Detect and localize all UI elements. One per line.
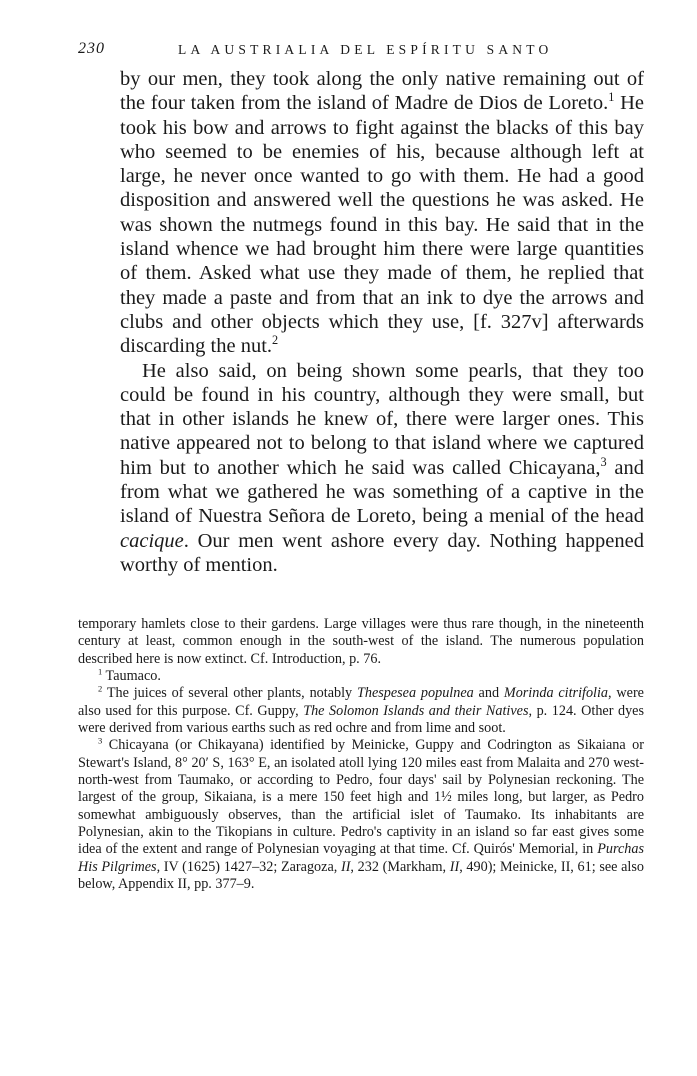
footnote-3-italic-a: Purchas His Pilgrimes — [78, 841, 644, 875]
footnote-3-text-c: , 232 (Markham, — [350, 858, 450, 875]
footnote-1 — [78, 668, 644, 685]
footnote-2-italic-b: Morinda citrifolia — [503, 685, 609, 702]
running-head — [78, 40, 644, 64]
footnote-2-text-c: , were also used for this purpose. Cf. Guppy, — [78, 685, 644, 719]
footnote-2-text-d: , p. 124. Other dyes were derived from various earths such as red ochre and from lime and soot. — [78, 702, 644, 737]
footnote-2-italic-a: Thespesea populnea — [356, 685, 474, 702]
note-marker-2: 2 — [272, 333, 279, 348]
para1-text-b: He took his bow and arrows to fight against the blacks of this bay who seemed to be enemies of his, because although left at large, he never once wanted to go with them. He had a good disposition and answered well the questions he was asked. He was shown the nutmegs found in this bay. He said that in the island whence we had brought him there were large quantities of them. Asked what use they made of them, he replied that they made a paste and from that an ink to dye the arrows and clubs and other objects which they use, [f. 327v] afterwards discarding the nut. — [120, 92, 644, 358]
footnote-3-italic-b: II — [340, 858, 351, 875]
para2-italic-cacique: cacique — [120, 529, 184, 552]
para1-text-a: by our men, they took along the only native remaining out of the four taken from the island of Madre de Dios de Loreto. — [120, 68, 644, 115]
footnotes — [78, 616, 644, 894]
footnote-3-text-b: , IV (1625) 1427–32; Zaragoza, — [156, 858, 341, 875]
main-text — [120, 67, 644, 577]
para2-text-a: He also said, on being shown some pearls, that they too could be found in his country, although they were small, but that in other islands he knew of, there were larger ones. This native appeared not to belong to that island where we captured him but to another which he said was called Chicayana, — [120, 359, 644, 479]
footnote-2-number: 2 — [98, 683, 103, 694]
footnote-3 — [78, 737, 644, 893]
footnote-3-text-d: , 490); Meinicke, II, 61; see also below, Appendix II, pp. 377–9. — [78, 858, 644, 893]
running-title: LA AUSTRIALIA DEL ESPÍRITU SANTO — [178, 42, 553, 57]
note-marker-1: 1 — [608, 90, 615, 105]
footnote-continuation: temporary hamlets close to their gardens. Large villages were thus rare though, in the nineteenth century at least, common enough in the south-west of the island. The numerous population described here is now extinct. Cf. Introduction, p. 76. — [78, 616, 644, 667]
footnote-3-number: 3 — [98, 735, 103, 746]
page-number: 230 — [78, 40, 105, 57]
note-marker-3: 3 — [600, 454, 607, 469]
para2-text-b: and from what we gathered he was something of a captive in the island of Nuestra Señora de Loreto, being a menial of the head — [120, 456, 644, 528]
footnote-2-text-b: and — [473, 685, 504, 702]
para2-text-c: . Our men went ashore every day. Nothing happened worthy of mention. — [120, 529, 644, 576]
footnote-1-number: 1 — [98, 666, 103, 677]
footnote-3-italic-c: II — [449, 858, 460, 875]
body-paragraph-2 — [120, 359, 644, 578]
body-paragraph-1 — [120, 67, 644, 359]
footnote-2-text-a: The juices of several other plants, notably — [102, 685, 357, 702]
footnote-3-text-a: Chicayana (or Chikayana) identified by Meinicke, Guppy and Codrington as Sikaiana or Stewart's Island, 8° 20′ S, 163° E, an isolated atoll lying 120 miles east from Malaita and 270 west-north-west from Taumako, or according to Pedro, four days' sail by Polynesian reckoning. The largest of the group, Sikaiana, is a mere 150 feet high and 1½ miles long, but larger, as Pedro somewhat ambiguously observes, than the artificial islet of Taumako. Its inhabitants are Polynesian, akin to the Tikopians in culture. Pedro's captivity in an island so far east gives some idea of the extent and range of Polynesian voyaging at that time. Cf. Quirós' Memorial, in — [78, 737, 644, 858]
footnote-2 — [78, 685, 644, 737]
footnote-1-text: Taumaco. — [102, 668, 161, 685]
footnote-2-italic-c: The Solomon Islands and their Natives — [303, 702, 529, 719]
